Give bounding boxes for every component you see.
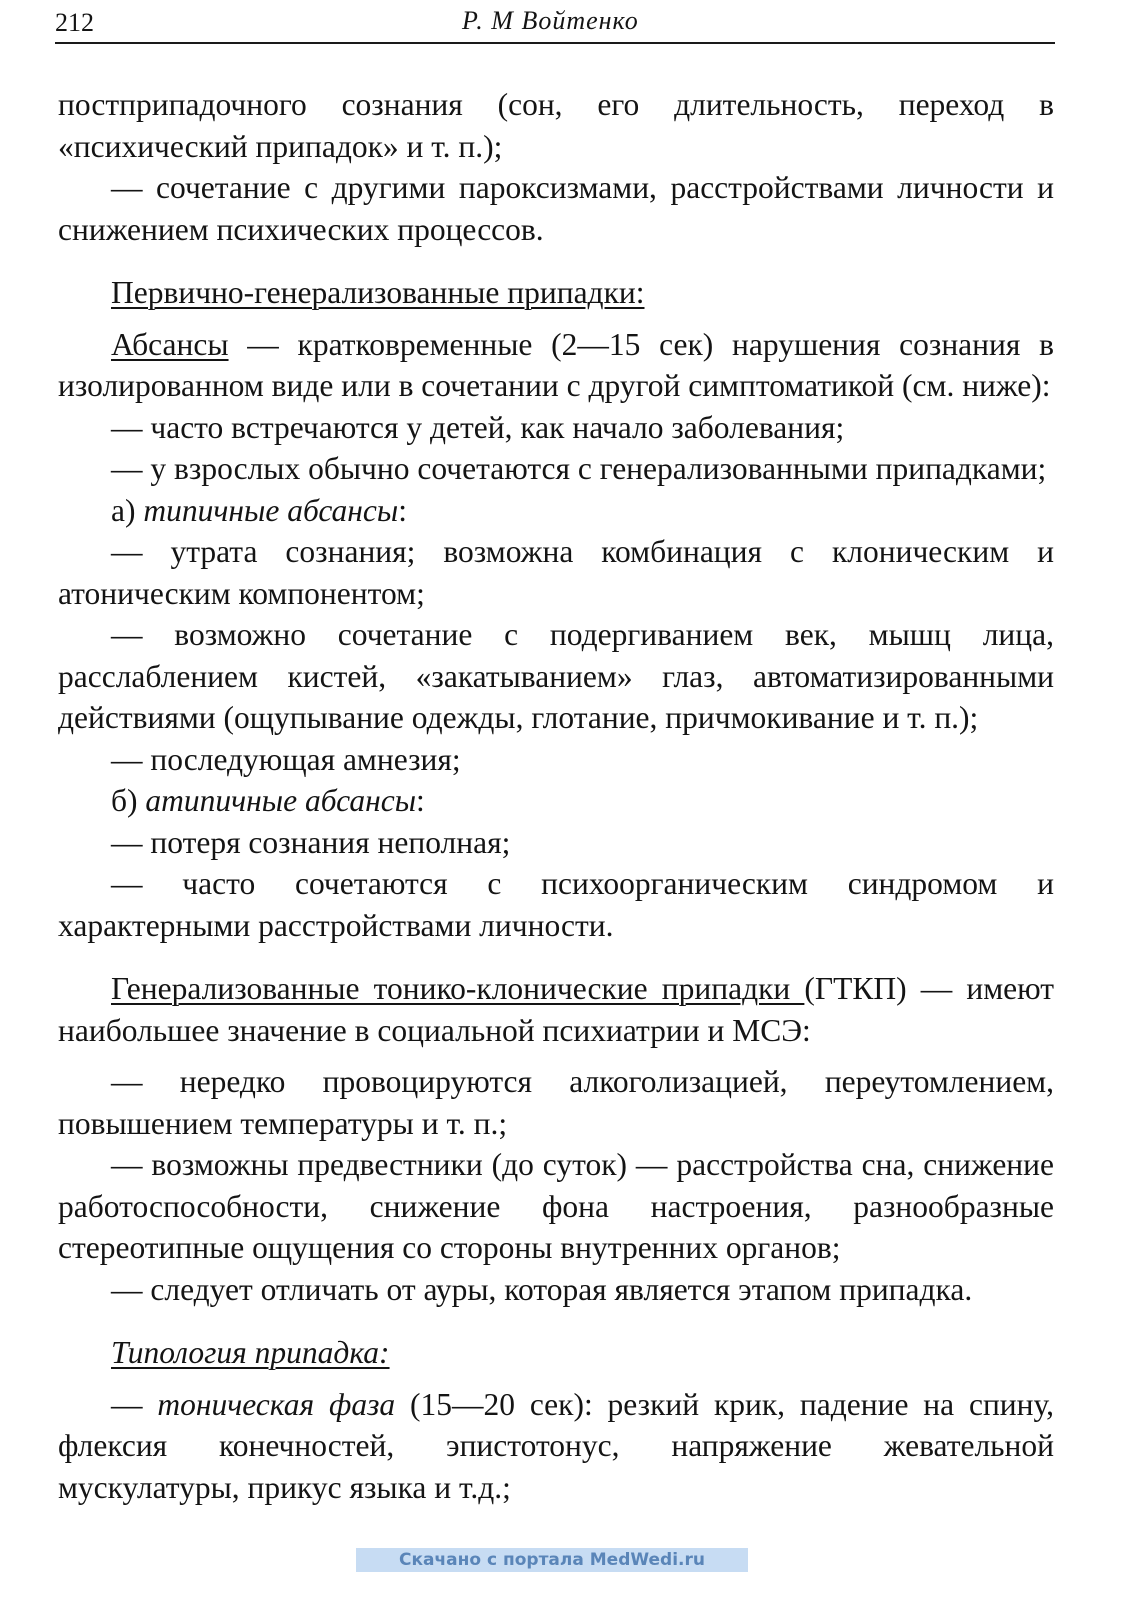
watermark: Скачано с портала MedWedi.ru: [356, 1548, 748, 1572]
list-item: — у взрослых обычно сочетаются с генерализованными припадками;: [111, 451, 1047, 486]
heading-text: Первично-генерализованные припадки:: [111, 275, 645, 310]
running-head-author: Р. М Войтенко: [462, 6, 639, 35]
section-heading: [58, 272, 1054, 314]
header-rule: [55, 42, 1055, 44]
page-number: 212: [55, 8, 94, 37]
list-item: — возможны предвестники (до суток) — расстройства сна, снижение работоспособности, снижение фона настроения, разнообразные стереотипные ощущения со стороны внутренних органов;: [58, 1147, 1054, 1265]
term: типичные абсансы: [143, 492, 399, 528]
list-letter: а): [111, 492, 144, 528]
definition-text: (ГТКП) — имеют наибольшее значение в социальной психиатрии и МСЭ:: [58, 971, 1054, 1048]
term: Генерализованные тонико-клонические припадки: [111, 971, 805, 1006]
list-item: [58, 1384, 1054, 1509]
list-item: — нередко провоцируются алкоголизацией, переутомлением, повышением температуры и т. п.;: [58, 1064, 1054, 1141]
paragraph: [58, 968, 1054, 1051]
section-heading: [58, 1332, 1054, 1374]
paragraph: [58, 324, 1054, 407]
term: тоническая фаза: [157, 1386, 396, 1422]
paragraph: постприпадочного сознания (сон, его длительность, переход в «психический припадок» и т. п.);: [58, 87, 1054, 164]
term: Абсансы: [111, 326, 229, 362]
list-item: — утрата сознания; возможна комбинация с клоническим и атоническим компонентом;: [58, 534, 1054, 611]
heading-text: Типология припадка:: [111, 1335, 390, 1370]
list-item: — часто встречаются у детей, как начало заболевания;: [111, 409, 845, 445]
page-body: [58, 84, 1054, 1508]
paragraph: — сочетание с другими пароксизмами, расстройствами личности и снижением психических процессов.: [58, 170, 1054, 247]
list-item: — следует отличать от ауры, которая является этапом припадка.: [111, 1271, 973, 1307]
dash: —: [111, 1386, 158, 1422]
list-item: — часто сочетаются с психоорганическим синдромом и характерными расстройствами личности.: [58, 866, 1054, 943]
list-item: б) атипичные абсансы:: [111, 783, 425, 818]
definition-text: (15—20 сек): резкий крик, падение на спину, флексия конечностей, эпистотонус, напряжение жевательной мускулатуры, прикус языка и т.д.;: [58, 1386, 1054, 1505]
list-letter: б): [111, 783, 146, 818]
list-item: — последующая амнезия;: [111, 741, 461, 777]
list-item: а) типичные абсансы:: [111, 492, 408, 528]
list-item: — возможно сочетание с подергиванием век, мышц лица, расслаблением кистей, «закатыванием» глаз, автоматизированными действиями (ощупывание одежды, глотание, причмокивание и т. п.);: [58, 617, 1054, 735]
definition-text: — кратковременные (2—15 сек) нарушения сознания в изолированном виде или в сочетании с другой симптоматикой (см. ниже):: [58, 326, 1054, 403]
list-item: — потеря сознания неполная;: [111, 824, 511, 860]
term: атипичные абсансы: [145, 783, 417, 818]
